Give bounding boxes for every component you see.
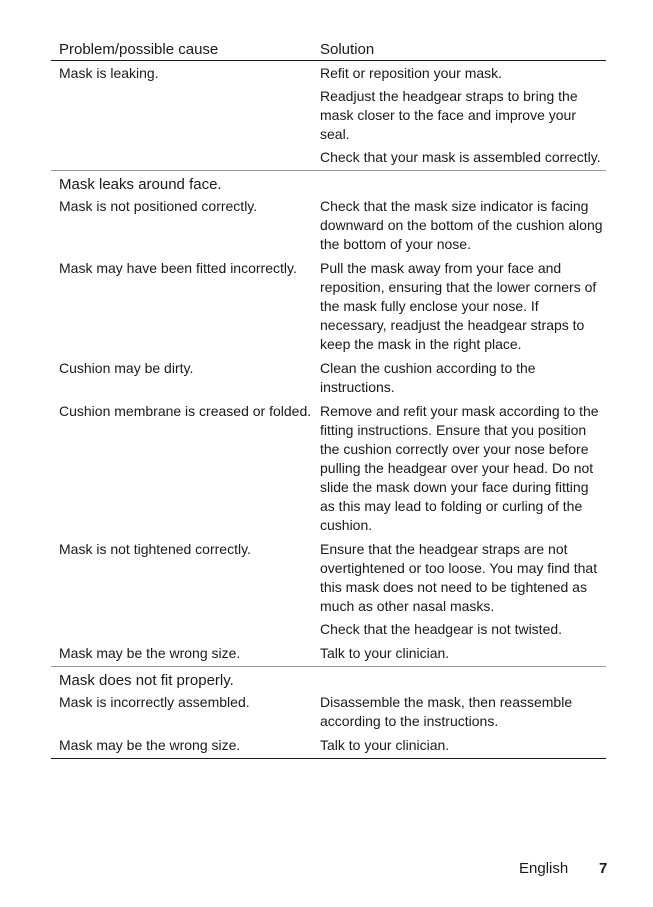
table-row xyxy=(51,537,606,639)
page-footer xyxy=(519,860,608,877)
table-row xyxy=(51,356,606,397)
section-leaks-around-face xyxy=(51,175,606,667)
solution-cell: Talk to your clinician. xyxy=(320,737,450,753)
cause-cell: Mask is incorrectly assembled. xyxy=(59,694,250,710)
footer-language: English xyxy=(519,860,569,877)
solution-cell: Talk to your clinician. xyxy=(320,645,450,661)
table-row xyxy=(51,641,606,663)
cause-cell: Cushion may be dirty. xyxy=(59,360,194,376)
solution-cell: Pull the mask away from your face and reposition, ensuring that the lower corners of the mask fully enclose your nose. If necessary, readjust the headgear straps to keep the mask in the right place. xyxy=(320,260,597,352)
cause-cell: Mask is not tightened correctly. xyxy=(59,541,251,557)
cause-cell: Mask may have been fitted incorrectly. xyxy=(59,260,297,276)
solution-cell: Refit or reposition your mask. xyxy=(320,65,503,81)
table-header xyxy=(51,40,606,61)
table-row xyxy=(51,690,606,731)
solution-cell: Ensure that the headgear straps are not overtightened or too loose. You may find that this mask does not need to be tightened as much as other nasal masks. xyxy=(320,541,598,614)
section-mask-leaking xyxy=(51,61,606,171)
section-title: Mask leaks around face. xyxy=(59,176,222,193)
solution-cell: Readjust the headgear straps to bring the mask closer to the face and improve your seal. xyxy=(320,88,578,142)
header-cause: Problem/possible cause xyxy=(59,41,219,58)
solution-cell: Check that your mask is assembled correctly. xyxy=(320,149,601,165)
cause-cell: Mask is leaking. xyxy=(59,65,159,81)
troubleshooting-table xyxy=(51,40,606,759)
cause-cell: Cushion membrane is creased or folded. xyxy=(59,403,312,419)
cause-cell: Mask is not positioned correctly. xyxy=(59,198,258,214)
solution-cell: Clean the cushion according to the instructions. xyxy=(320,360,536,395)
table-row xyxy=(51,733,606,755)
section-does-not-fit xyxy=(51,671,606,759)
table-row xyxy=(51,256,606,354)
page-number: 7 xyxy=(599,860,608,877)
solution-cell: Check that the headgear is not twisted. xyxy=(320,621,563,637)
cause-cell: Mask may be the wrong size. xyxy=(59,645,241,661)
solution-cell: Check that the mask size indicator is facing downward on the bottom of the cushion along the bottom of your nose. xyxy=(320,198,603,252)
solution-cell: Disassemble the mask, then reassemble according to the instructions. xyxy=(320,694,573,729)
table-row xyxy=(51,194,606,254)
solution-cell: Remove and refit your mask according to the fitting instructions. Ensure that you position the cushion correctly over your nose before pulling the headgear over your head. Do not slide the mask down your face during fitting as this may lead to folding or curling of the cushion. xyxy=(320,403,599,533)
cause-cell: Mask may be the wrong size. xyxy=(59,737,241,753)
header-solution: Solution xyxy=(320,41,375,58)
table-row xyxy=(51,399,606,535)
section-title: Mask does not fit properly. xyxy=(59,672,234,689)
table-row xyxy=(51,61,606,167)
